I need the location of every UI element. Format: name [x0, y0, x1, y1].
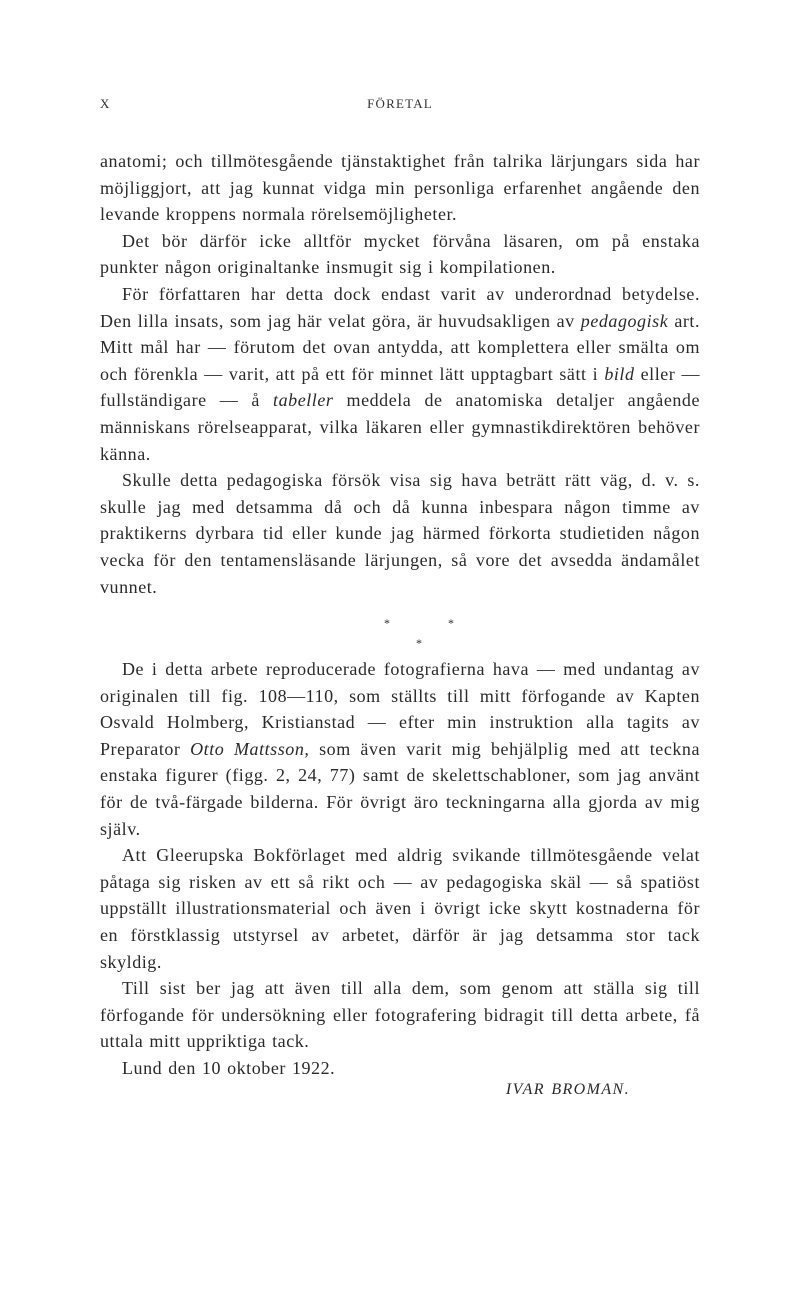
separator-star: * — [384, 616, 391, 631]
paragraph-6: Att Gleerupska Bokförlaget med aldrig svikande tillmötesgående velat påtaga sig risken av ett så rikt och — av pedagogiska skäl — så spatiöst uppställt illustrationsmaterial och även i övrigt icke skytt kostnaderna för en förstklassig utstyrsel av arbetet, därför är jag detsamma stor tack skyldig. — [100, 845, 700, 972]
paragraph-1: anatomi; och tillmötesgående tjänstaktighet från talrika lärjungars sida har möjliggjort, att jag kunnat vidga min personliga erfarenhet angående den levande kroppens normala rörelsemöjligheter. — [100, 151, 700, 225]
section-separator — [100, 600, 700, 656]
signature: IVAR BROMAN. — [505, 1081, 630, 1098]
preface-text — [100, 148, 700, 1101]
paragraph-7: Till sist ber jag att även till alla dem, som genom att ställa sig till förfogande för undersökning eller fotografering bidragit till detta arbete, få uttala mitt uppriktiga tack. — [100, 978, 700, 1052]
paragraph-3-part-2: art. Mitt mål har — förutom det ovan antydda, att komplettera eller smälta om och förenkla — varit, att på ett för minnet lätt upptagbart sätt i — [100, 310, 701, 384]
page — [100, 96, 700, 1101]
place-date: Lund den 10 oktober 1922. — [122, 1058, 336, 1078]
emphasis-otto-mattsson: Otto Mattsson, — [190, 738, 310, 759]
page-header — [100, 96, 700, 120]
paragraph-5-part-1: De i detta arbete reproducerade fotografierna hava — med undantag av originalen till fig. 108—110, som ställts till mitt förfogande av Kapten Osvald Holmberg, Kristianstad — efter min instruktion alla tagits av Preparator — [100, 659, 700, 759]
page-number: X — [100, 96, 111, 111]
paragraph-5-part-2: som även varit mig behjälplig med att teckna enstaka figurer (figg. 2, 24, 77) samt de skelettschabloner, som jag använt för de två-färgade bilderna. För övrigt äro teckningarna alla gjorda av mig själv. — [100, 738, 700, 839]
emphasis-bild: bild — [604, 363, 635, 384]
paragraph-4: Skulle detta pedagogiska försök visa sig hava beträtt rätt väg, d. v. s. skulle jag med detsamma då och då kunna inbespara någon timme av praktikerns dyrbara tid eller kunde jag härmed förkorta studietiden någon vecka för den tentamensläsande lärjungen, så vore det avsedda ändamålet vunnet. — [100, 470, 700, 597]
place-date-line — [100, 1055, 700, 1079]
emphasis-tabeller: tabeller — [273, 390, 334, 411]
running-title: FÖRETAL — [367, 96, 433, 111]
paragraph-3-part-3: eller — fullständigare — å — [100, 363, 700, 411]
paragraph-2: Det bör därför icke alltför mycket förvåna läsaren, om på enstaka punkter någon originaltanke insmugit sig i kompilationen. — [100, 230, 700, 278]
paragraph-3 — [100, 281, 700, 467]
paragraph-3-part-4: meddela de anatomiska detaljer angående människans rörelseapparat, vilka läkaren eller gymnastikdirektören behöver känna. — [100, 390, 701, 464]
paragraph-3-part-1: För författaren har detta dock endast varit av underordnad betydelse. Den lilla insats, som jag här velat göra, är huvudsakligen av — [100, 283, 700, 331]
separator-star: * — [448, 616, 455, 631]
separator-star: * — [416, 636, 423, 651]
emphasis-pedagogisk: pedagogisk — [580, 310, 669, 331]
paragraph-5 — [100, 656, 700, 842]
